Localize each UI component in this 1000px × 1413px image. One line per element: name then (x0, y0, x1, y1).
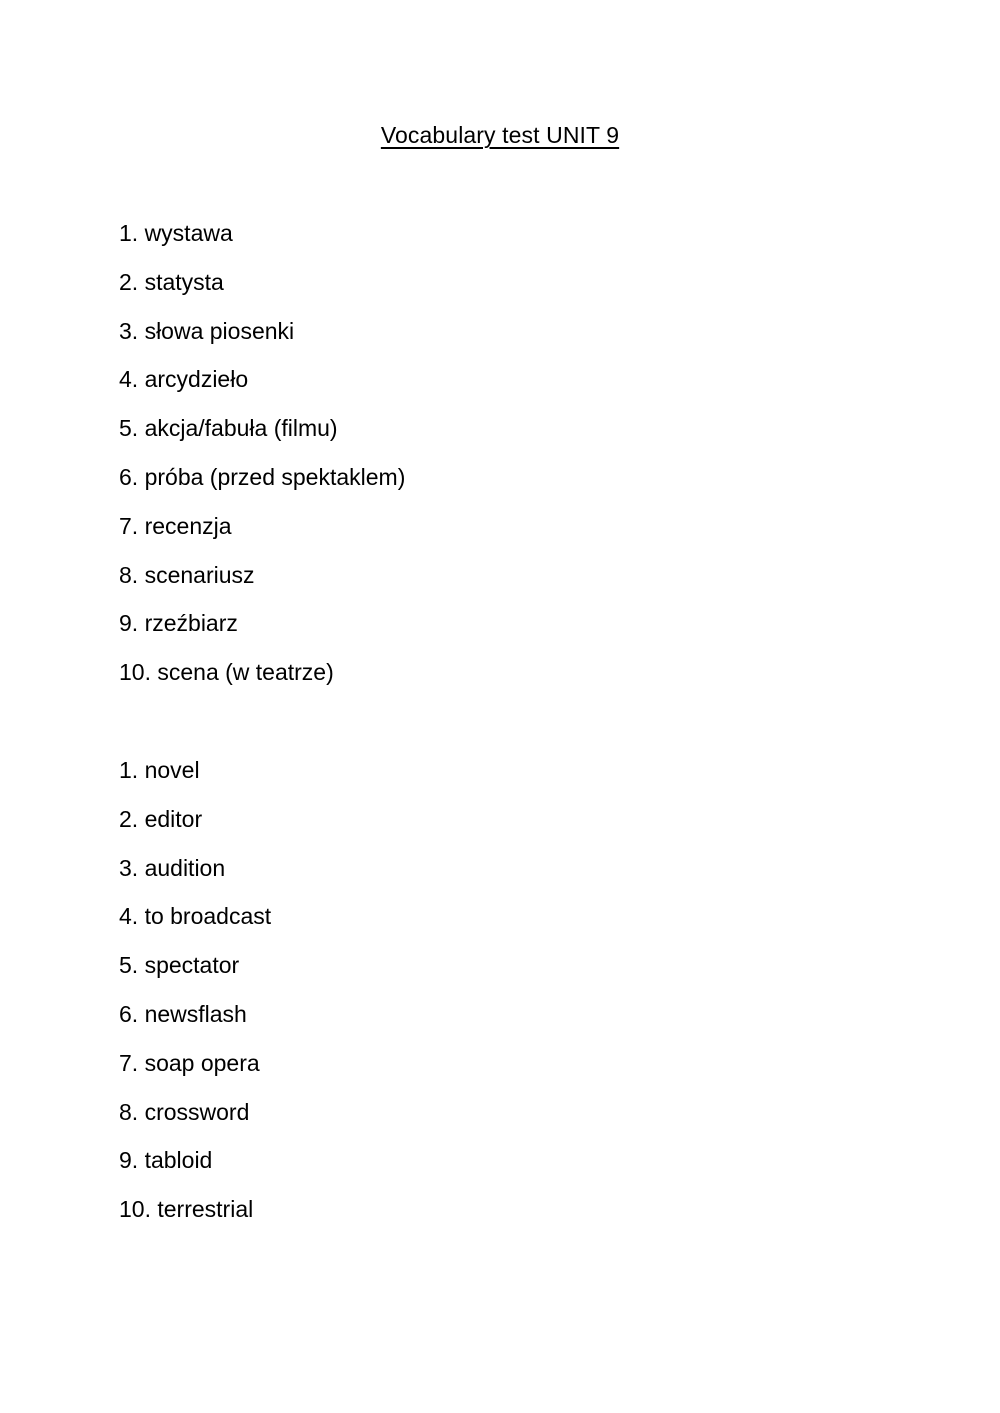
english-word-item: 1. novel (119, 757, 200, 783)
polish-word-item: 10. scena (w teatrze) (119, 659, 334, 686)
english-word-item: 5. spectator (119, 952, 240, 979)
polish-word-item: 3. słowa piosenki (119, 317, 295, 344)
polish-word-list (119, 216, 405, 704)
page-title (0, 118, 1000, 152)
english-word-list (119, 753, 271, 1241)
polish-word-item: 8. scenariusz (119, 561, 255, 588)
english-word-item: 2. editor (119, 805, 203, 832)
english-word-item: 6. newsflash (119, 1000, 247, 1027)
polish-word-item: 5. akcja/fabuła (filmu) (119, 415, 338, 442)
polish-word-item: 7. recenzja (119, 512, 232, 539)
polish-word-item: 4. arcydzieło (119, 366, 249, 393)
page-title-text: Vocabulary test UNIT 9 (380, 122, 620, 148)
english-word-item: 4. to broadcast (119, 903, 272, 930)
polish-word-item: 1. wystawa (119, 220, 233, 246)
english-word-item: 8. crossword (119, 1098, 250, 1125)
polish-word-item: 9. rzeźbiarz (119, 610, 238, 637)
english-word-item: 10. terrestrial (119, 1196, 254, 1223)
english-word-item: 7. soap opera (119, 1049, 260, 1076)
polish-word-item: 2. statysta (119, 268, 224, 295)
english-word-item: 9. tabloid (119, 1147, 213, 1174)
polish-word-item: 6. próba (przed spektaklem) (119, 463, 406, 490)
english-word-item: 3. audition (119, 854, 226, 881)
